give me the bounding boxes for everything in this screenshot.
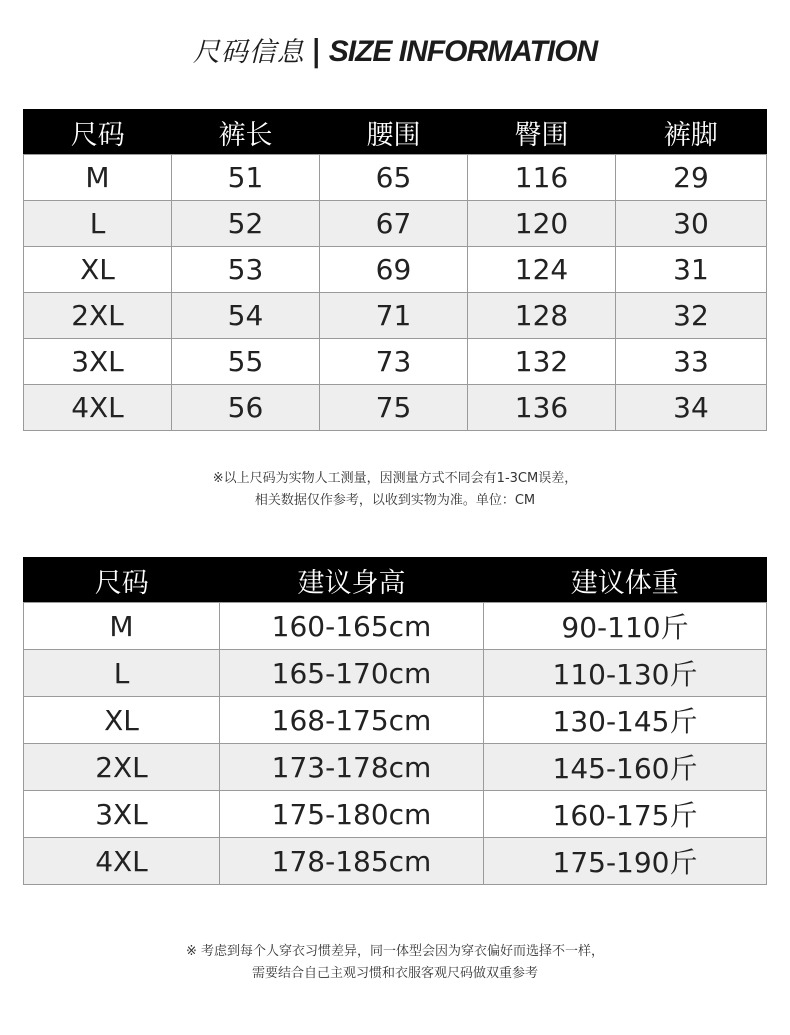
- header-hip: 臀围: [468, 110, 616, 155]
- table-row: [24, 293, 767, 339]
- cell-size: 3XL: [24, 339, 172, 385]
- cell-height: 168-175cm: [220, 697, 484, 744]
- cell-hip: 132: [468, 339, 616, 385]
- cell-waist: 75: [320, 385, 468, 431]
- cell-leg-opening: 29: [616, 155, 767, 201]
- header-size: 尺码: [24, 558, 220, 603]
- cell-waist: 69: [320, 247, 468, 293]
- cell-height: 173-178cm: [220, 744, 484, 791]
- cell-length: 52: [172, 201, 320, 247]
- cell-waist: 65: [320, 155, 468, 201]
- cell-waist: 73: [320, 339, 468, 385]
- cell-length: 53: [172, 247, 320, 293]
- fit-table-header: [24, 558, 767, 603]
- cell-size: M: [24, 155, 172, 201]
- table-row: [24, 247, 767, 293]
- fit-note: [0, 941, 790, 985]
- cell-length: 56: [172, 385, 320, 431]
- cell-leg-opening: 32: [616, 293, 767, 339]
- cell-hip: 136: [468, 385, 616, 431]
- cell-height: 160-165cm: [220, 603, 484, 650]
- title-cn: 尺码信息: [192, 37, 305, 68]
- cell-weight: 130-145斤: [484, 697, 767, 744]
- size-table: [23, 109, 767, 431]
- table-row: [24, 744, 767, 791]
- table-row: [24, 201, 767, 247]
- cell-size: 3XL: [24, 791, 220, 838]
- cell-size: L: [24, 650, 220, 697]
- header-size: 尺码: [24, 110, 172, 155]
- table-row: [24, 603, 767, 650]
- title-separator: |: [310, 34, 323, 69]
- cell-hip: 120: [468, 201, 616, 247]
- cell-weight: 90-110斤: [484, 603, 767, 650]
- cell-leg-opening: 34: [616, 385, 767, 431]
- table-row: [24, 155, 767, 201]
- header-leg-opening: 裤脚: [616, 110, 767, 155]
- cell-weight: 175-190斤: [484, 838, 767, 885]
- cell-size: 4XL: [24, 838, 220, 885]
- header-weight: 建议体重: [484, 558, 767, 603]
- cell-size: XL: [24, 247, 172, 293]
- cell-height: 175-180cm: [220, 791, 484, 838]
- note-line: ※以上尺码为实物人工测量，因测量方式不同会有1-3CM误差，: [212, 471, 578, 486]
- cell-size: M: [24, 603, 220, 650]
- table-row: [24, 791, 767, 838]
- note-line: 需要结合自己主观习惯和衣服客观尺码做双重参考: [251, 966, 538, 981]
- header-waist: 腰围: [320, 110, 468, 155]
- cell-size: 2XL: [24, 744, 220, 791]
- table-row: [24, 697, 767, 744]
- cell-weight: 160-175斤: [484, 791, 767, 838]
- cell-leg-opening: 30: [616, 201, 767, 247]
- table-row: [24, 838, 767, 885]
- table-row: [24, 650, 767, 697]
- cell-length: 55: [172, 339, 320, 385]
- cell-hip: 116: [468, 155, 616, 201]
- header-length: 裤长: [172, 110, 320, 155]
- fit-table: [23, 557, 767, 885]
- size-table-header: [24, 110, 767, 155]
- cell-waist: 67: [320, 201, 468, 247]
- note-line: 相关数据仅作参考，以收到实物为准。单位：CM: [254, 493, 536, 508]
- header-height: 建议身高: [220, 558, 484, 603]
- cell-size: L: [24, 201, 172, 247]
- cell-height: 165-170cm: [220, 650, 484, 697]
- page-title: [0, 30, 790, 75]
- title-en: SIZE INFORMATION: [328, 35, 598, 68]
- table-row: [24, 385, 767, 431]
- measurement-note: [0, 468, 790, 512]
- cell-leg-opening: 31: [616, 247, 767, 293]
- cell-size: XL: [24, 697, 220, 744]
- note-line: ※ 考虑到每个人穿衣习惯差异，同一体型会因为穿衣偏好而选择不一样，: [185, 944, 605, 959]
- cell-hip: 128: [468, 293, 616, 339]
- cell-length: 54: [172, 293, 320, 339]
- cell-length: 51: [172, 155, 320, 201]
- cell-waist: 71: [320, 293, 468, 339]
- cell-hip: 124: [468, 247, 616, 293]
- cell-weight: 145-160斤: [484, 744, 767, 791]
- cell-height: 178-185cm: [220, 838, 484, 885]
- cell-size: 4XL: [24, 385, 172, 431]
- cell-leg-opening: 33: [616, 339, 767, 385]
- cell-weight: 110-130斤: [484, 650, 767, 697]
- cell-size: 2XL: [24, 293, 172, 339]
- table-row: [24, 339, 767, 385]
